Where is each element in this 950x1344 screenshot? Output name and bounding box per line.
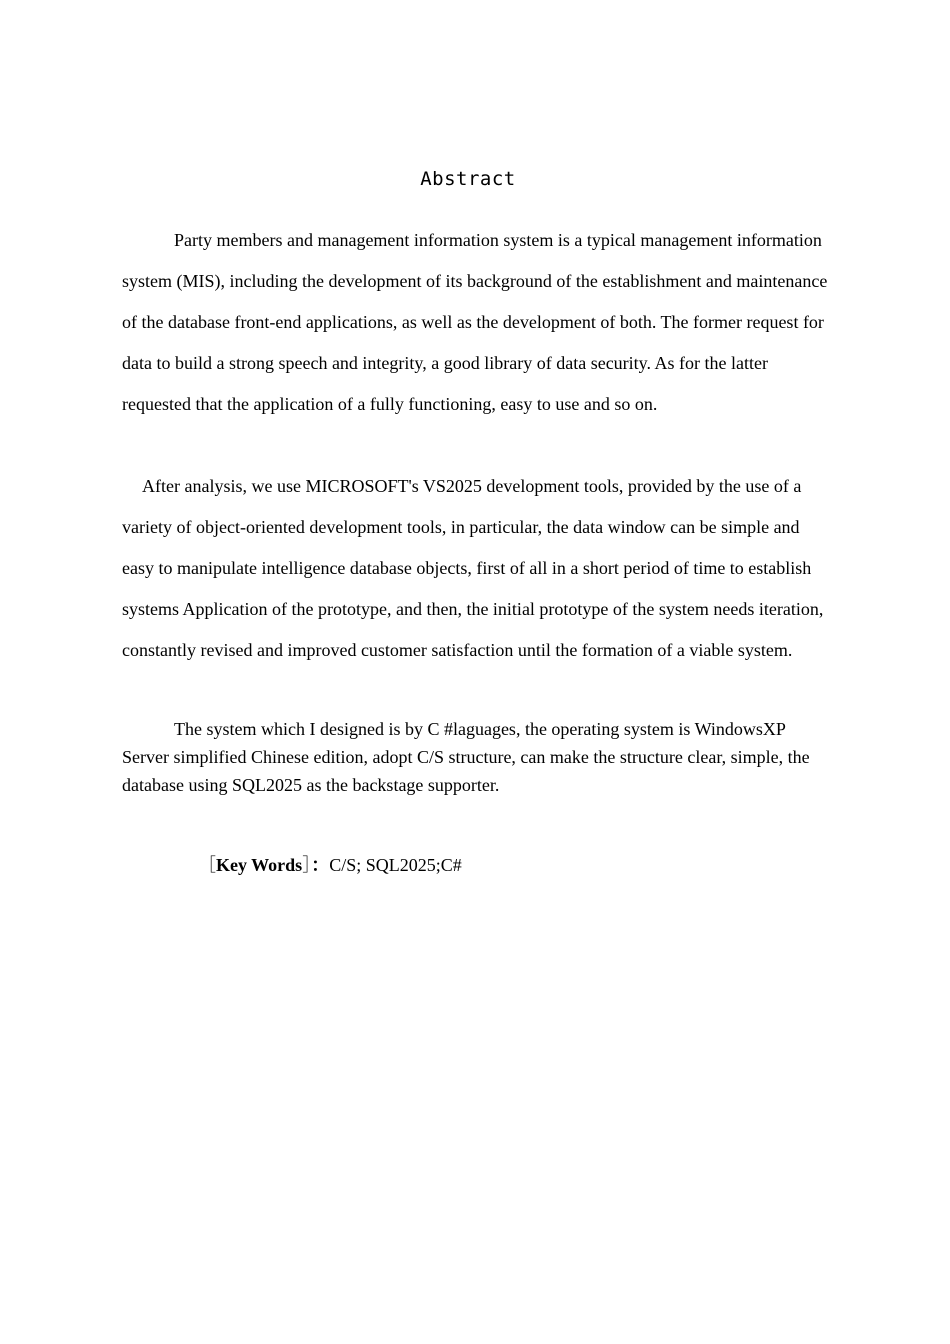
- keywords-colon: ：: [311, 855, 330, 875]
- keywords-line: [198, 852, 462, 878]
- abstract-paragraph-1: Party members and management information system is a typical management information system (MIS), including the development of its background of the establishment and maintenance of the database front-end applications, as well as the development of both. The former request for data to build a strong speech and integrity, a good library of data security. As for the latter requested that the application of a fully functioning, easy to use and so on.: [122, 230, 828, 414]
- keywords-label: Key Words: [216, 855, 303, 875]
- abstract-paragraph-3: The system which I designed is by C #laguages, the operating system is WindowsXP Server simplified Chinese edition, adopt C/S structure, can make the structure clear, simple, the database using SQL2025 as the backstage supporter.: [122, 719, 810, 795]
- keywords-open-bracket: ［: [198, 855, 216, 875]
- abstract-paragraph-2: After analysis, we use MICROSOFT's VS2025 development tools, provided by the use of a variety of object-oriented development tools, in particular, the data window can be simple and easy to manipulate intelligence database objects, first of all in a short period of time to establish systems Application of the prototype, and then, the initial prototype of the system needs iteration, constantly revised and improved customer satisfaction until the formation of a viable system.: [122, 476, 824, 660]
- abstract-title: Abstract: [420, 168, 516, 190]
- keywords-close-bracket: ］: [302, 855, 312, 875]
- keywords-value: C/S; SQL2025;C#: [329, 855, 462, 875]
